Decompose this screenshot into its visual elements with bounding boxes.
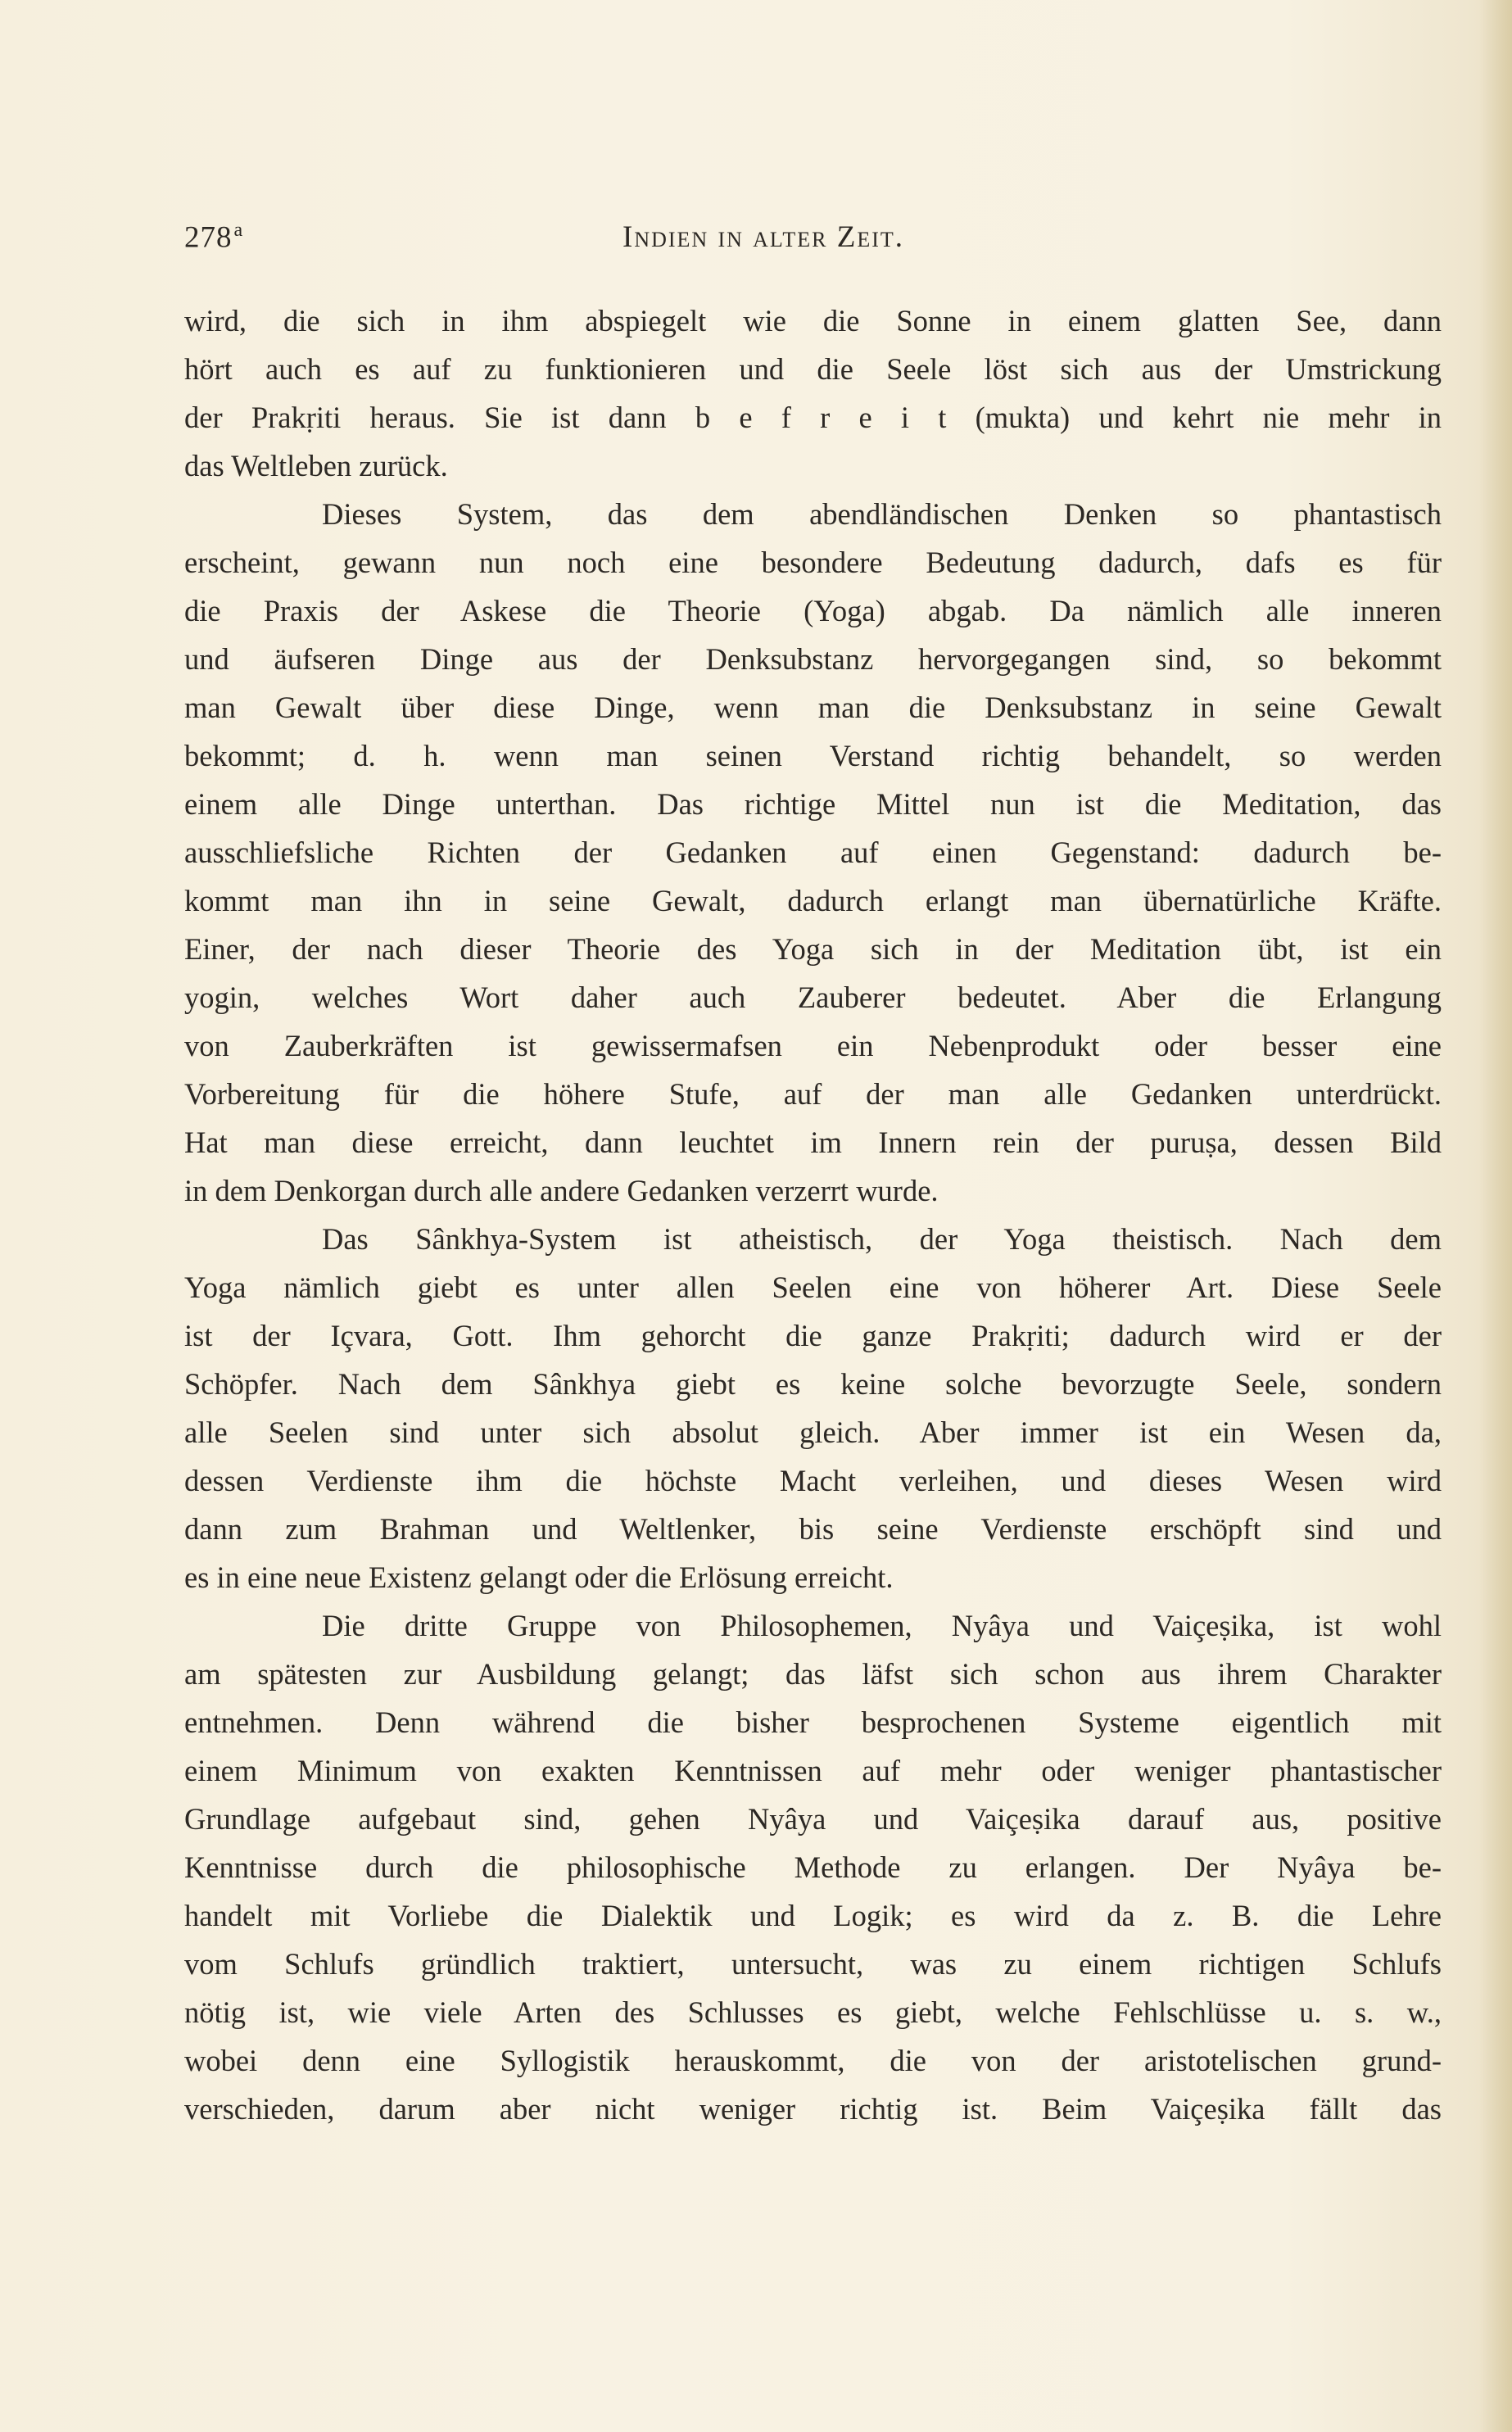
text-line: Einer, der nach dieser Theorie des Yoga sich in der Meditation übt, ist ein — [184, 932, 1442, 966]
text-line: verschieden, darum aber nicht weniger richtig ist. Beim Vaiçeṣika fällt das — [184, 2092, 1442, 2126]
text-line: Das Sânkhya-System ist atheistisch, der Yoga theistisch. Nach dem — [322, 1222, 1442, 1256]
text-line: und äufseren Dinge aus der Denksubstanz hervorgegangen sind, so bekommt — [184, 642, 1442, 676]
text-line: in dem Denkorgan durch alle andere Gedanken verzerrt wurde. — [184, 1174, 939, 1207]
text-line: handelt mit Vorliebe die Dialektik und Logik; es wird da z. B. die Lehre — [184, 1899, 1442, 1932]
paragraph — [184, 490, 1442, 1215]
paragraph — [184, 1601, 1442, 2133]
text-line: es in eine neue Existenz gelangt oder die Erlösung erreicht. — [184, 1560, 894, 1594]
text-line: vom Schlufs gründlich traktiert, untersucht, was zu einem richtigen Schlufs — [184, 1947, 1442, 1981]
body-text — [184, 297, 1442, 2133]
text-line: dann zum Brahman und Weltlenker, bis seine Verdienste erschöpft sind und — [184, 1512, 1442, 1546]
text-line: Schöpfer. Nach dem Sânkhya giebt es keine solche bevorzugte Seele, sondern — [184, 1367, 1442, 1401]
text-line: kommt man ihn in seine Gewalt, dadurch erlangt man übernatürliche Kräfte. — [184, 884, 1442, 917]
text-line: einem alle Dinge unterthan. Das richtige Mittel nun ist die Meditation, das — [184, 787, 1442, 821]
text-line: nötig ist, wie viele Arten des Schlusses es giebt, welche Fehlschlüsse u. s. w., — [184, 1995, 1442, 2029]
text-line: yogin, welches Wort daher auch Zauberer bedeutet. Aber die Erlangung — [184, 980, 1442, 1014]
text-line: bekommt; d. h. wenn man seinen Verstand richtig behandelt, so werden — [184, 739, 1442, 772]
text-line: Grundlage aufgebaut sind, gehen Nyâya und Vaiçeṣika darauf aus, positive — [184, 1802, 1442, 1836]
text-line: Hat man diese erreicht, dann leuchtet im Innern rein der puruṣa, dessen Bild — [184, 1125, 1442, 1159]
text-line: die Praxis der Askese die Theorie (Yoga) abgab. Da nämlich alle inneren — [184, 594, 1442, 627]
text-line: am spätesten zur Ausbildung gelangt; das läfst sich schon aus ihrem Charakter — [184, 1657, 1442, 1691]
text-line: Kenntnisse durch die philosophische Methode zu erlangen. Der Nyâya be- — [184, 1850, 1442, 1884]
page-number: 278$^a$ — [184, 220, 244, 255]
text-line: erscheint, gewann nun noch eine besondere Bedeutung dadurch, dafs es für — [184, 546, 1442, 579]
text-line: wobei denn eine Syllogistik herauskommt, die von der aristotelischen grund- — [184, 2044, 1442, 2077]
text-line: Yoga nämlich giebt es unter allen Seelen eine von höherer Art. Diese Seele — [184, 1270, 1442, 1304]
text-line: der Prakṛiti heraus. Sie ist dann b e f r e i t (mukta) und kehrt nie mehr in — [184, 401, 1442, 434]
text-line: wird, die sich in ihm abspiegelt wie die Sonne in einem glatten See, dann — [184, 304, 1442, 337]
page-number-suffix: a — [233, 220, 244, 241]
page-header — [184, 220, 1442, 260]
text-line: Die dritte Gruppe von Philosophemen, Nyâya und Vaiçeṣika, ist wohl — [322, 1609, 1442, 1642]
text-line: ausschliefsliche Richten der Gedanken auf einen Gegenstand: dadurch be- — [184, 836, 1442, 869]
paragraph — [184, 297, 1442, 490]
text-line: Dieses System, das dem abendländischen Denken so phantastisch — [322, 497, 1442, 531]
text-line: Vorbereitung für die höhere Stufe, auf der man alle Gedanken unterdrückt. — [184, 1077, 1442, 1111]
text-line: entnehmen. Denn während die bisher besprochenen Systeme eigentlich mit — [184, 1705, 1442, 1739]
text-line: das Weltleben zurück. — [184, 449, 448, 482]
text-line: ist der Içvara, Gott. Ihm gehorcht die ganze Prakṛiti; dadurch wird er der — [184, 1319, 1442, 1352]
paragraph — [184, 1215, 1442, 1601]
text-line: einem Minimum von exakten Kenntnissen auf mehr oder weniger phantastischer — [184, 1754, 1442, 1787]
text-line: alle Seelen sind unter sich absolut gleich. Aber immer ist ein Wesen da, — [184, 1415, 1442, 1449]
page-edge-shadow — [1479, 0, 1512, 2432]
text-line: hört auch es auf zu funktionieren und die Seele löst sich aus der Umstrickung — [184, 352, 1442, 386]
text-line: dessen Verdienste ihm die höchste Macht verleihen, und dieses Wesen wird — [184, 1464, 1442, 1497]
text-line: von Zauberkräften ist gewissermafsen ein Nebenprodukt oder besser eine — [184, 1029, 1442, 1062]
text-line: man Gewalt über diese Dinge, wenn man die Denksubstanz in seine Gewalt — [184, 691, 1442, 724]
running-title: Indien in alter Zeit. — [622, 220, 905, 254]
